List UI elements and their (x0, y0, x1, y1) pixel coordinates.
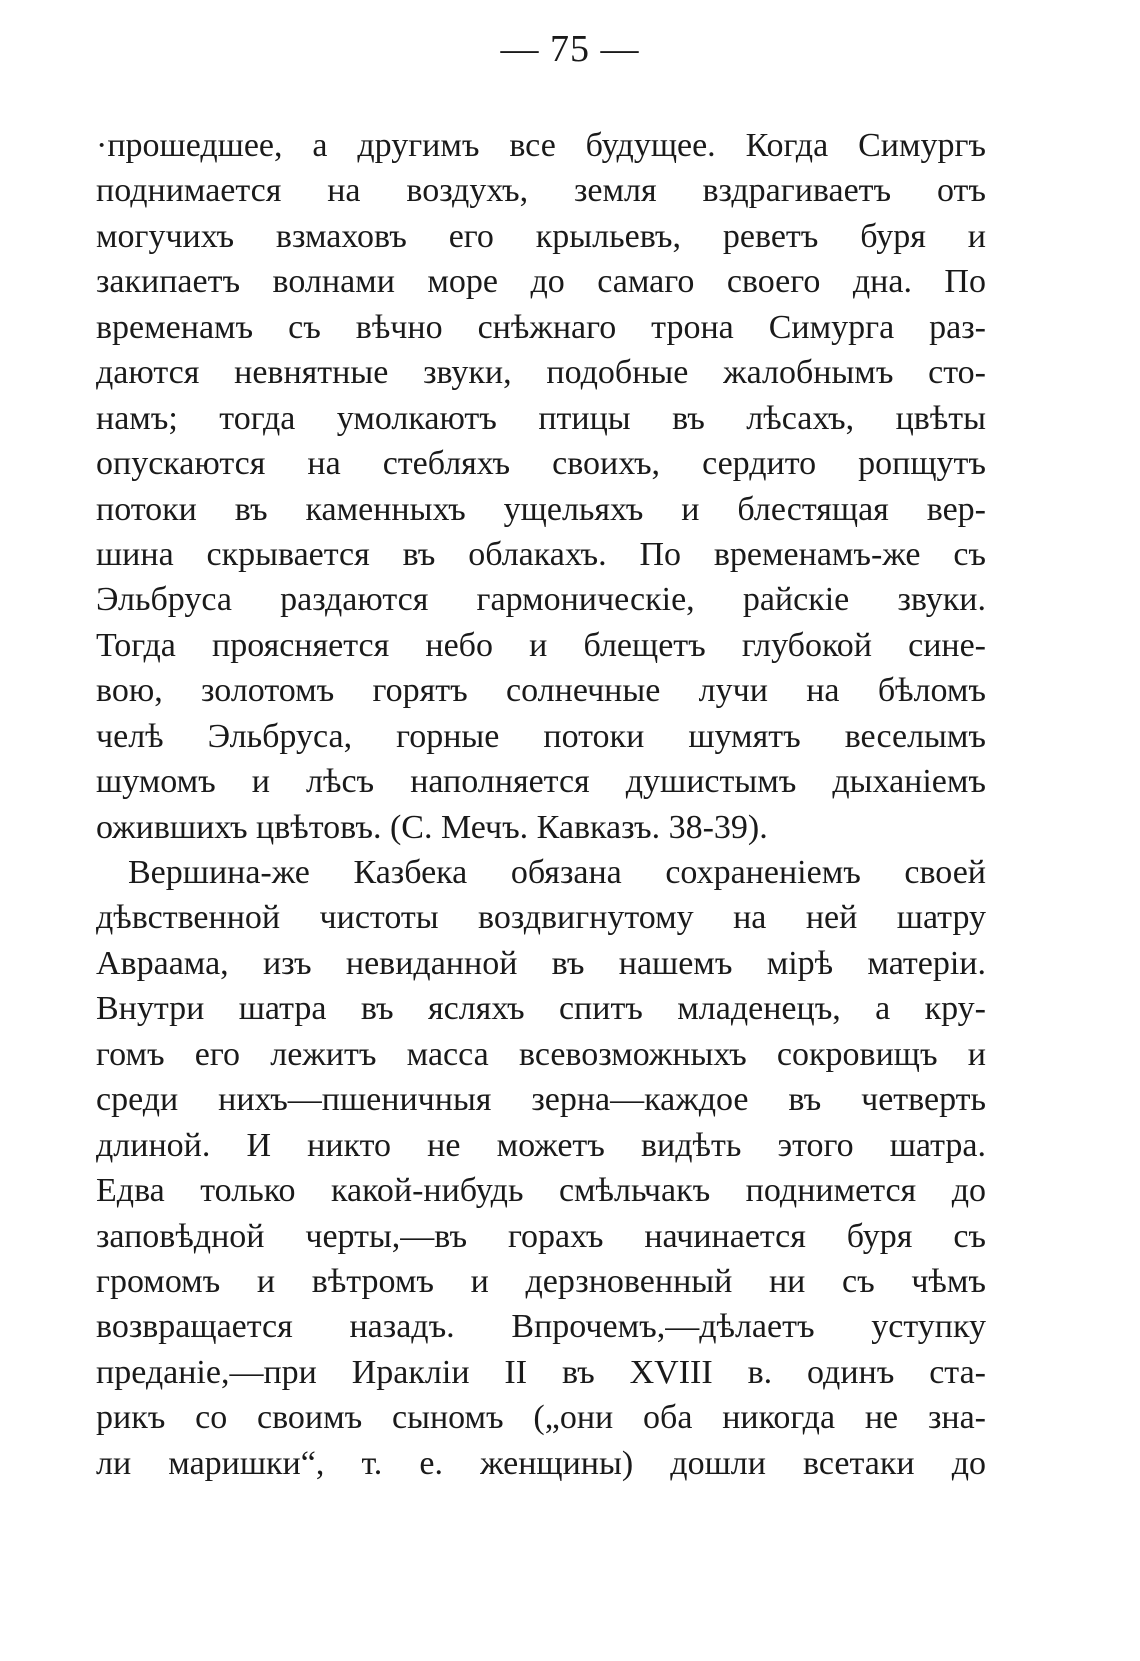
text-line: вою, золотомъ горятъ солнечные лучи на бѣломъ (96, 672, 986, 710)
page-number: — 75 — (500, 28, 640, 70)
text-line: закипаетъ волнами море до самаго своего дна. По (96, 263, 986, 301)
text-line: временамъ съ вѣчно снѣжнаго трона Симурга раз- (96, 308, 986, 346)
text-line: Эльбруса раздаются гармоническіе, райскіе звуки. (96, 581, 986, 619)
text-line: даются невнятные звуки, подобные жалобнымъ сто- (96, 354, 986, 392)
text-line: Едва только какой-нибудь смѣльчакъ поднимется до (96, 1172, 986, 1210)
paragraph-simurg (96, 123, 986, 850)
text-line: Вершина-же Казбека обязана сохраненіемъ своей (128, 854, 986, 891)
text-line: поднимается на воздухъ, земля вздрагиваетъ отъ (96, 172, 986, 210)
text-line: длиной. И никто не можетъ видѣть этого шатра. (96, 1126, 986, 1164)
text-line: ожившихъ цвѣтовъ. (С. Мечъ. Кавказъ. 38-39). (96, 808, 768, 846)
text-line: намъ; тогда умолкаютъ птицы въ лѣсахъ, цвѣты (96, 399, 986, 437)
body-text (96, 123, 986, 1486)
text-line: громомъ и вѣтромъ и дерзновенный ни съ чѣмъ (96, 1262, 986, 1300)
text-line: шина скрывается въ облакахъ. По временамъ-же съ (96, 535, 986, 573)
text-line: Внутри шатра въ ясляхъ спитъ младенецъ, а кру- (96, 990, 986, 1028)
text-line: заповѣдной черты,—въ горахъ начинается буря съ (96, 1217, 986, 1255)
text-line: ли маришки“, т. е. женщины) дошли всетаки до (96, 1444, 986, 1482)
text-line: рикъ со своимъ сыномъ („они оба никогда не зна- (96, 1399, 986, 1437)
text-line: преданіе,—при Иракліи II въ XVIII в. одинъ ста- (96, 1353, 986, 1391)
text-line: дѣвственной чистоты воздвигнутому на ней шатру (96, 899, 986, 937)
text-line: Тогда проясняется небо и блещетъ глубокой сине- (96, 626, 986, 664)
text-line: гомъ его лежитъ масса всевозможныхъ сокровищъ и (96, 1035, 986, 1073)
text-line: шумомъ и лѣсъ наполняется душистымъ дыханіемъ (96, 763, 986, 801)
text-line: могучихъ взмаховъ его крыльевъ, реветъ буря и (96, 217, 986, 255)
text-line: возвращается назадъ. Впрочемъ,—дѣлаетъ уступку (96, 1308, 986, 1346)
text-line: Авраама, изъ невиданной въ нашемъ мірѣ матеріи. (96, 944, 986, 982)
text-line: среди нихъ—пшеничныя зерна—каждое въ четверть (96, 1081, 986, 1119)
text-line: ·прошедшее, а другимъ все будущее. Когда Симургъ (96, 127, 986, 164)
text-line: челѣ Эльбруса, горные потоки шумятъ веселымъ (96, 717, 986, 755)
text-line: потоки въ каменныхъ ущельяхъ и блестящая вер- (96, 490, 986, 528)
paragraph-kazbek (96, 850, 986, 1486)
text-line: опускаются на стебляхъ своихъ, сердито ропщутъ (96, 445, 986, 483)
